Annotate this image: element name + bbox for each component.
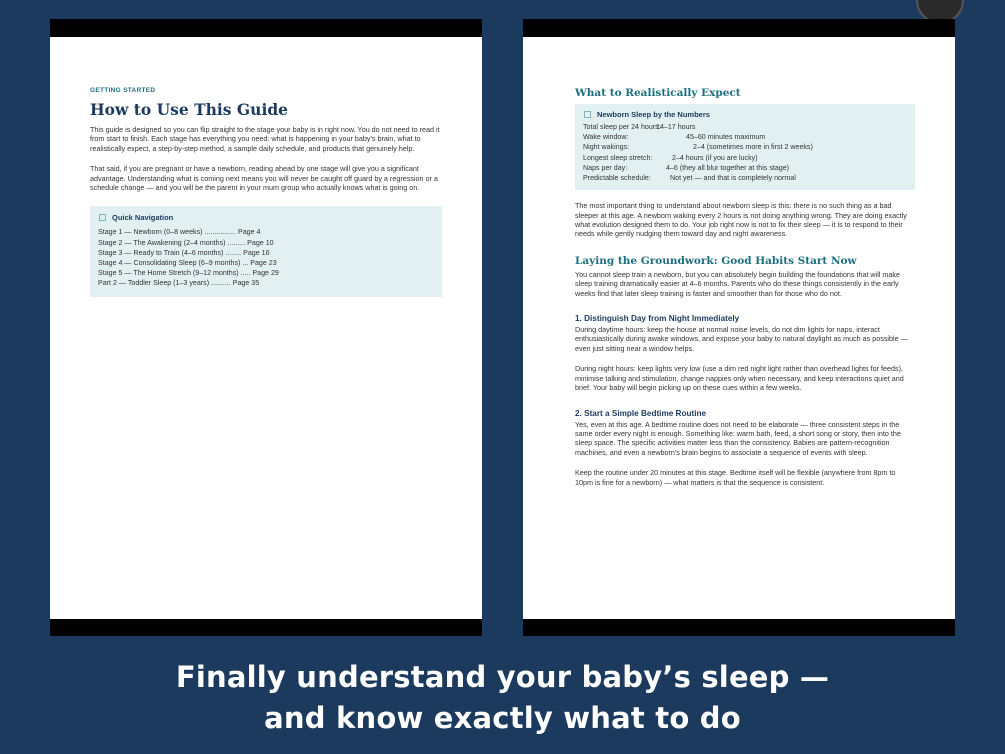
stat-label: Wake window: [583,133,629,142]
checkbox-icon [584,111,591,118]
stat-label: Night wakings: [583,143,630,152]
stat-value: 2–4 (sometimes more in first 2 weeks) [693,143,813,152]
checkbox-icon [99,214,106,221]
nav-item: Stage 2 — The Awakening (2–4 months) ......... Page 10 [98,238,274,247]
step-paragraph: During night hours: keep lights very low (use a dim red night light rather than overhead lights for feeds), minimise talking and stimulation, change nappies only when necessary, and keep interactions quiet and brief. Your baby will begin picking up on these cues within a few weeks. [575,364,904,393]
stat-value: 45–60 minutes maximum [686,133,766,142]
nav-item: Stage 5 — The Home Stretch (9–12 months) ..... Page 29 [98,269,279,278]
intro-paragraph: This guide is designed so you can flip straight to the stage your baby is in right now. You do not need to read it from start to finish. Each stage has everything you need: what is happening in your baby's brain, what to realistically expect, a step-by-step method, a sample daily schedule, and products that genuinely help. [90,125,440,153]
stat-row [583,163,907,173]
page-bottom-bar [50,619,482,636]
step-paragraph: During daytime hours: keep the house at normal noise levels, do not dim lights for naps, interact enthusiastically during awake windows, and expose your baby to natural daylight as much as possible — even just sitting near a window helps. [575,325,908,353]
stat-label: Naps per day: [583,163,628,172]
stat-row [583,122,907,132]
nav-item: Part 2 — Toddler Sleep (1–3 years) .......... Page 35 [98,279,260,288]
left-page-content [90,87,442,297]
step-paragraph: Yes, even at this age. A bedtime routine does not need to be elaborate — three consistent steps in the same order every night is enough. Something like: warm bath, feed, a short song or story, then into the sleep space. The specific activities matter less than the consistency. Babies are pattern-recognition machines, and even a newborn's brain begins to associate a sequence of events with sleep. [575,419,901,457]
groundwork-paragraph: You cannot sleep train a newborn, but you can absolutely begin building the foundations that will make sleep training dramatically easier at 4–6 months. Parents who do these things consistently in the early weeks find that later sleep training is faster and smoother than for those who do not. [575,269,900,298]
page-top-bar [50,19,482,37]
newborn-sleep-paragraph: The most important thing to understand about newborn sleep is this: there is no such thing as a bad sleeper at this age. A newborn waking every 2 hours is not doing anything wrong. They are doing exactly what evolution designed them to do. Your job right now is not to fix their sleep — it is to respond to their needs while gently nudging them toward day and night awareness. [575,201,907,239]
section-heading: Laying the Groundwork: Good Habits Start Now [575,254,857,267]
guide-page-left [50,19,482,636]
step-paragraph: Keep the routine under 20 minutes at this stage. Bedtime itself will be flexible (anywhere from 8pm to 10pm is fine for a newborn) — what matters is that the sequence is consistent. [575,468,896,487]
sleep-numbers-title-row [583,110,907,119]
sleep-numbers-box [575,104,915,190]
quick-navigation-title: Quick Navigation [112,213,174,223]
page-title: How to Use This Guide [90,100,289,119]
guide-page-right [523,19,955,636]
quick-navigation-box [90,206,442,296]
page-bottom-bar [523,619,955,636]
stat-value: 4–6 (they all blur together at this stage) [666,163,790,172]
nav-item: Stage 4 — Consolidating Sleep (6–9 months) ... Page 23 [98,259,277,268]
stat-value: Not yet — and that is completely normal [670,174,796,183]
sleep-numbers-title: Newborn Sleep by the Numbers [597,110,710,119]
step-heading: 2. Start a Simple Bedtime Routine [575,408,707,418]
right-page-content [575,87,915,487]
section-heading: What to Realistically Expect [575,87,741,99]
page-top-bar [523,19,955,37]
stat-row [583,142,907,152]
quick-navigation-title-row [98,213,434,222]
stat-value: 2–4 hours (if you are lucky) [672,153,758,162]
stat-row [583,132,907,142]
nav-item: Stage 3 — Ready to Train (4–6 months) ........ Page 16 [98,248,270,257]
stat-label: Predictable schedule: [583,174,651,183]
nav-item: Stage 1 — Newborn (0–8 weeks) ................ Page 4 [98,228,261,237]
stat-value: 14–17 hours [656,123,696,131]
stat-label: Longest sleep stretch: [583,153,653,162]
section-eyebrow: GETTING STARTED [90,87,156,94]
stat-label: Total sleep per 24 hours: [583,123,661,131]
stat-row [583,173,907,183]
promo-caption-line-1: Finally understand your baby’s sleep — [175,660,830,694]
stat-row [583,153,907,163]
step-heading: 1. Distinguish Day from Night Immediately [575,314,740,324]
advice-paragraph: That said, if you are pregnant or have a newborn, reading ahead by one stage will give you a significant advantage. Understanding what is coming next means you will never be caught off guard by a regression or a schedule change — and you will be the parent in your mum group who actually knows what is going on. [90,164,438,193]
promo-caption-line-2: and know exactly what to do [264,701,741,735]
